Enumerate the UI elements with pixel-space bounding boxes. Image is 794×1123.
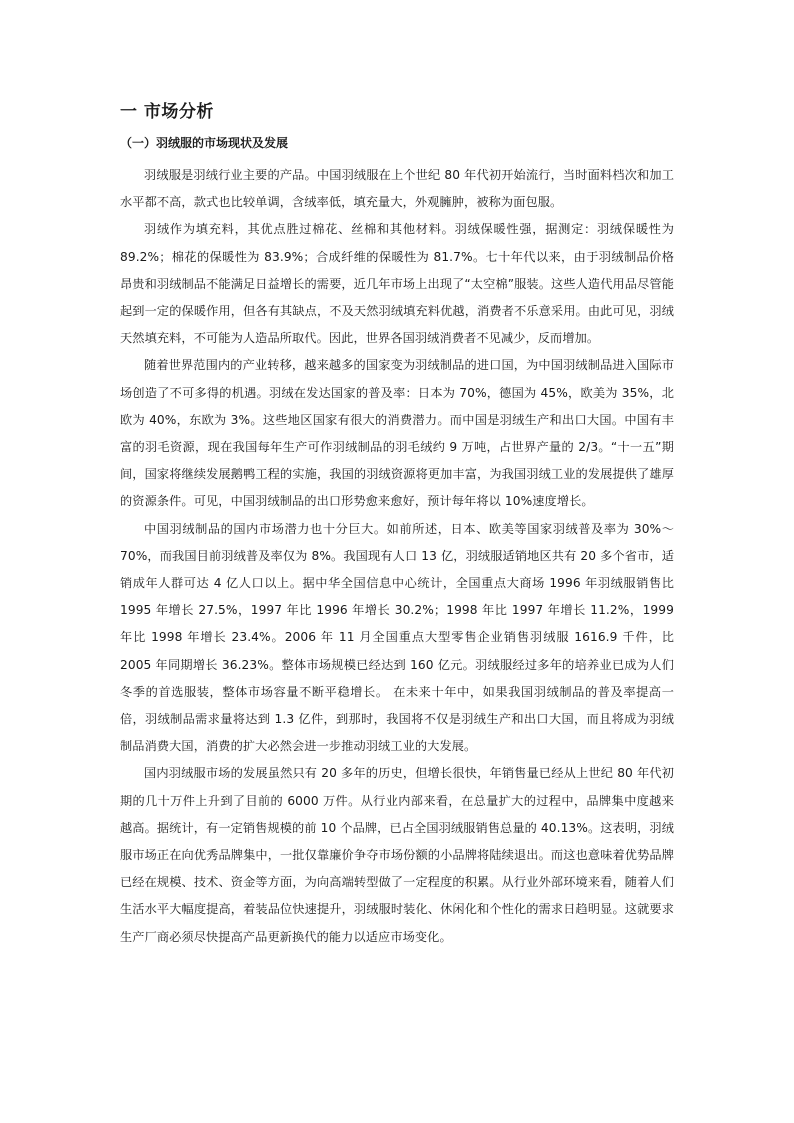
paragraph-down-filling-advantages: 羽绒作为填充料，其优点胜过棉花、丝棉和其他材料。羽绒保暖性强，据测定：羽绒保暖性为 89.2%；棉花的保暖性为 83.9%；合成纤维的保暖性为 81.7%。七十年代以来，由于羽绒制品价格昂贵和羽绒制品不能满足日益增长的需要，近几年市场上出现了“太空棉”服装。这些人造代用品尽管能起到一定的保暖作用，但各有其缺点，不及天然羽绒填充料优越，消费者不乐意采用。由此可见，羽绒天然填充料，不可能为人造品所取代。因此，世界各国羽绒消费者不见减少，反而增加。 (120, 222, 674, 346)
paragraph-market-development: 国内羽绒服市场的发展虽然只有 20 多年的历史，但增长很快，年销售量已经从上世纪 80 年代初期的几十万件上升到了目前的 6000 万件。从行业内部来看，在总量扩大的过程中，品牌集中度越来越高。据统计，有一定销售规模的前 10 个品牌，已占全国羽绒服销售总量的 40.13%。这表明，羽绒服市场正在向优秀品牌集中，一批仅靠廉价争夺市场份额的小品牌将陆续退出。而这也意味着优势品牌已经在规模、技术、资金等方面，为向高端转型做了一定程度的积累。从行业外部环境来看，随着人们生活水平大幅度提高，着装品位快速提升，羽绒服时装化、休闲化和个性化的需求日趋明显。这就要求生产厂商必须尽快提高产品更新换代的能力以适应市场变化。 (120, 766, 674, 944)
paragraph-down-jacket-intro: 羽绒服是羽绒行业主要的产品。中国羽绒服在上个世纪 80 年代初开始流行，当时面料档次和加工水平都不高，款式也比较单调，含绒率低，填充量大，外观臃肿，被称为面包服。 (120, 168, 674, 210)
subsection-title: （一）羽绒服的市场现状及发展 (120, 136, 289, 150)
paragraph-export-opportunities: 随着世界范围内的产业转移，越来越多的国家变为羽绒制品的进口国，为中国羽绒制品进入国际市场创造了不可多得的机遇。羽绒在发达国家的普及率：日本为 70%，德国为 45%，欧美为 35%，北欧为 40%，东欧为 3%。这些地区国家有很大的消费潜力。而中国是羽绒生产和出口大国。中国有丰富的羽毛资源，现在我国每年生产可作羽绒制品的羽毛绒约 9 万吨，占世界产量的 2/3。“十一五”期间，国家将继续发展鹅鸭工程的实施，我国的羽绒资源将更加丰富，为我国羽绒工业的发展提供了雄厚的资源条件。可见，中国羽绒制品的出口形势愈来愈好，预计每年将以 10%速度增长。 (120, 358, 674, 509)
section-title: 一 市场分析 (120, 102, 214, 122)
paragraph-domestic-market-potential: 中国羽绒制品的国内市场潜力也十分巨大。如前所述，日本、欧美等国家羽绒普及率为 30%～70%，而我国目前羽绒普及率仅为 8%。我国现有人口 13 亿，羽绒服适销地区共有 20 多个省市，适销成年人群可达 4 亿人口以上。据中华全国信息中心统计，全国重点大商场 1996 年羽绒服销售比 1995 年增长 27.5%，1997 年比 1996 年增长 30.2%；1998 年比 1997 年增长 11.2%，1999 年比 1998 年增长 23.4%。2006 年 11 月全国重点大型零售企业销售羽绒服 1616.9 千件，比 2005 年同期增长 36.23%。整体市场规模已经达到 160 亿元。羽绒服经过多年的培养业已成为人们冬季的首选服装，整体市场容量不断平稳增长。 在未来十年中，如果我国羽绒制品的普及率提高一倍，羽绒制品需求量将达到 1.3 亿件，到那时，我国将不仅是羽绒生产和出口大国，而且将成为羽绒制品消费大国，消费的扩大必然会进一步推动羽绒工业的大发展。 (120, 521, 674, 754)
body-text (120, 162, 674, 951)
